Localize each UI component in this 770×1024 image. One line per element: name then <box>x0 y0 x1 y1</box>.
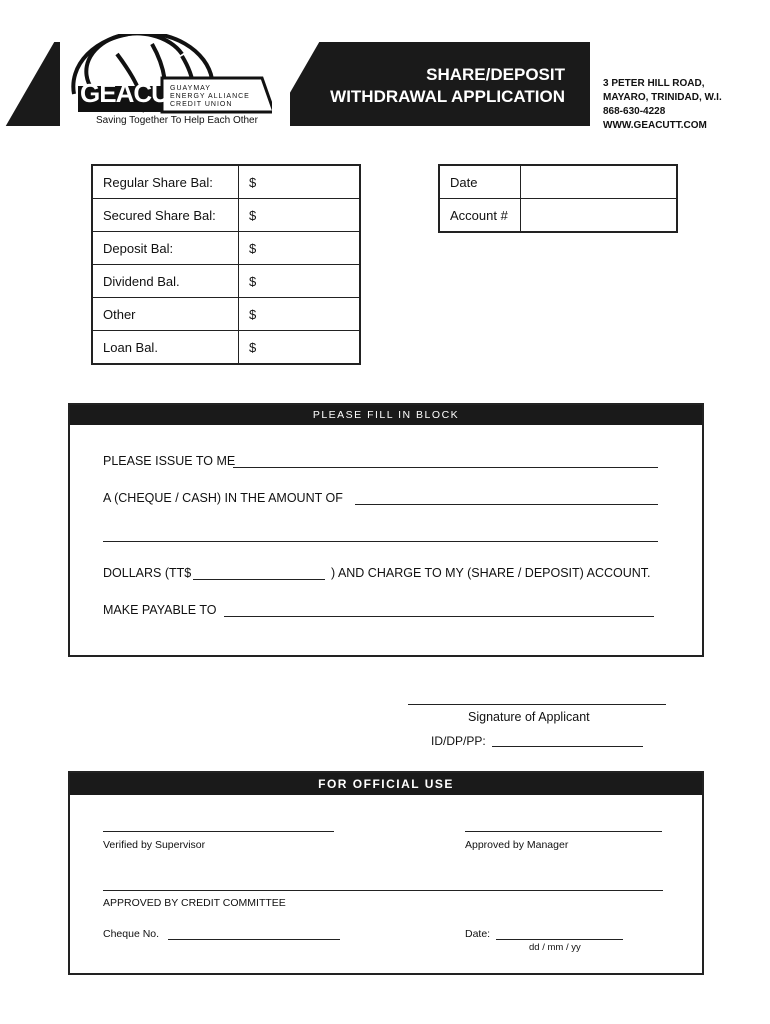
account-number-field[interactable] <box>521 199 678 233</box>
address-line-1: 3 PETER HILL ROAD, <box>603 78 705 89</box>
balance-row <box>92 232 360 265</box>
cheque-number-field[interactable] <box>168 939 340 940</box>
balance-row <box>92 265 360 298</box>
charge-account-label: ) AND CHARGE TO MY (SHARE / DEPOSIT) ACCOUNT. <box>331 566 651 580</box>
tagline: Saving Together To Help Each Other <box>92 115 262 126</box>
balance-value-field[interactable]: $ <box>239 331 361 365</box>
account-info-table <box>438 164 678 233</box>
official-date-field[interactable] <box>496 939 623 940</box>
org-line-1: GUAYMAY <box>170 85 211 92</box>
balance-label: Secured Share Bal: <box>92 199 239 232</box>
amount-field[interactable] <box>355 504 658 505</box>
official-date-label: Date: <box>465 928 491 940</box>
balance-label: Deposit Bal: <box>92 232 239 265</box>
official-use-heading: FOR OFFICIAL USE <box>70 773 702 795</box>
title-line-1: SHARE/DEPOSIT <box>426 65 565 84</box>
balances-table <box>91 164 361 365</box>
balance-label: Regular Share Bal: <box>92 165 239 199</box>
payable-to-label: MAKE PAYABLE TO <box>103 603 217 617</box>
id-field[interactable] <box>492 746 643 747</box>
balance-value-field[interactable]: $ <box>239 232 361 265</box>
phone: 868-630-4228 <box>603 106 666 117</box>
balance-label: Loan Bal. <box>92 331 239 365</box>
dollars-label: DOLLARS (TT$ <box>103 566 192 580</box>
balance-value-field[interactable]: $ <box>239 265 361 298</box>
address-line-2: MAYARO, TRINIDAD, W.I. <box>603 92 722 103</box>
credit-committee-label: APPROVED BY CREDIT COMMITTEE <box>103 897 286 909</box>
fill-in-block <box>68 403 704 657</box>
issue-to-label: PLEASE ISSUE TO ME <box>103 454 236 468</box>
official-use-block <box>68 771 704 975</box>
balance-row <box>92 298 360 331</box>
org-line-3: CREDIT UNION <box>170 101 233 108</box>
logo-text: GEACU <box>80 78 169 108</box>
fill-block-heading: PLEASE FILL IN BLOCK <box>70 405 702 425</box>
title-line-2: WITHDRAWAL APPLICATION <box>330 87 565 106</box>
balance-label: Other <box>92 298 239 331</box>
form-title <box>330 64 565 108</box>
balance-label: Dividend Bal. <box>92 265 239 298</box>
balance-row <box>92 331 360 365</box>
approved-by-label: Approved by Manager <box>465 839 569 851</box>
website: WWW.GEACUTT.COM <box>603 120 707 131</box>
balance-row <box>92 199 360 232</box>
id-label: ID/DP/PP: <box>431 734 486 748</box>
amount-label: A (CHEQUE / CASH) IN THE AMOUNT OF <box>103 491 343 505</box>
org-line-2: ENERGY ALLIANCE <box>170 93 250 100</box>
verified-by-label: Verified by Supervisor <box>103 839 206 851</box>
manager-signature-field[interactable] <box>465 831 662 832</box>
applicant-signature-field[interactable] <box>408 704 666 705</box>
signature-label: Signature of Applicant <box>468 710 590 724</box>
date-field[interactable] <box>521 165 678 199</box>
account-number-label: Account # <box>439 199 521 233</box>
amount-words-field[interactable] <box>103 541 658 542</box>
date-label: Date <box>439 165 521 199</box>
org-name <box>170 85 250 109</box>
balance-row <box>92 165 360 199</box>
balance-value-field[interactable]: $ <box>239 165 361 199</box>
cheque-number-label: Cheque No. <box>103 928 160 940</box>
balance-value-field[interactable]: $ <box>239 298 361 331</box>
issue-to-field[interactable] <box>233 467 658 468</box>
balance-value-field[interactable]: $ <box>239 199 361 232</box>
supervisor-signature-field[interactable] <box>103 831 334 832</box>
committee-signature-field[interactable] <box>103 890 663 891</box>
date-format-hint: dd / mm / yy <box>529 942 581 953</box>
payable-to-field[interactable] <box>224 616 654 617</box>
dollars-field[interactable] <box>193 579 325 580</box>
address-block <box>603 77 722 133</box>
